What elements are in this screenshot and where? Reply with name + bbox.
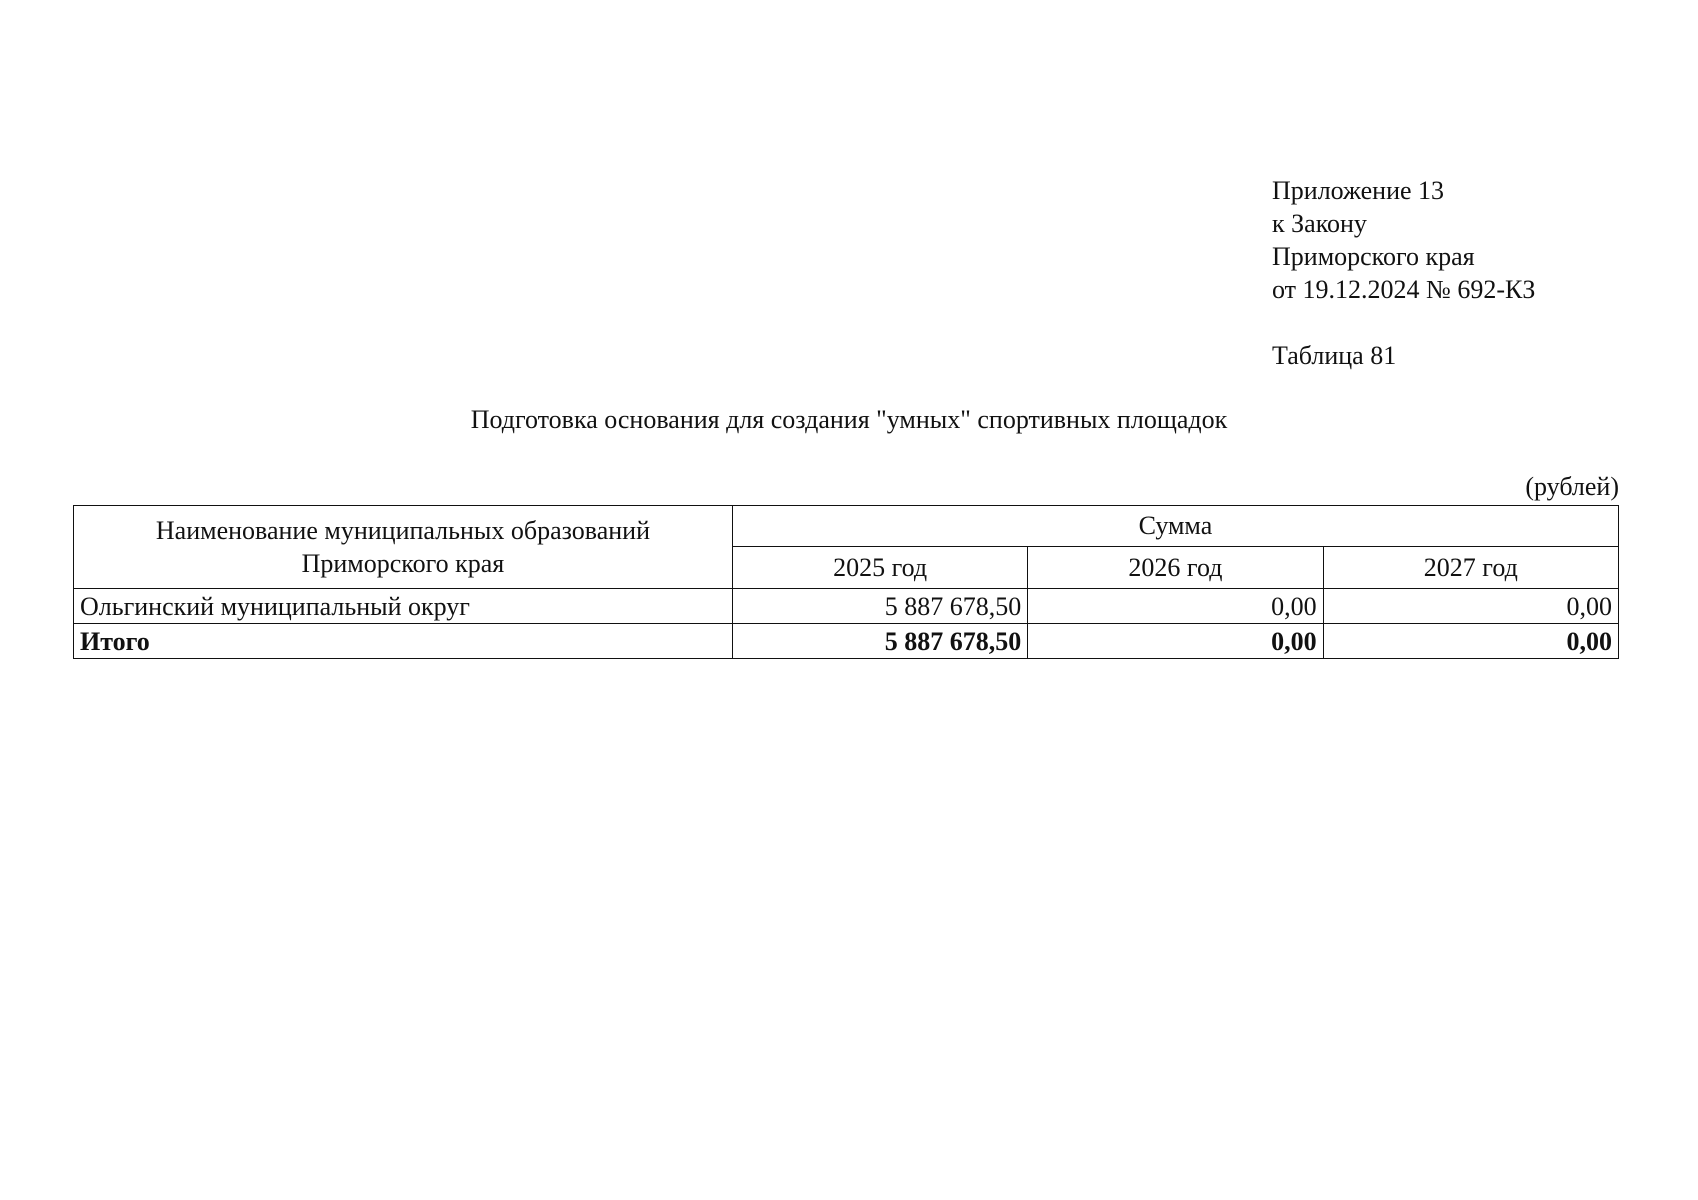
appendix-line-3: Приморского края	[1272, 242, 1475, 271]
total-value-2025: 5 887 678,50	[732, 624, 1027, 659]
row-value-2026: 0,00	[1028, 589, 1323, 624]
header-municipality	[74, 506, 733, 589]
table-row	[74, 589, 1619, 624]
header-sum: Сумма	[732, 506, 1618, 547]
header-municipality-line-2: Приморского края	[301, 549, 505, 578]
appendix-block	[1272, 174, 1535, 306]
header-municipality-line-1: Наименование муниципальных образований	[155, 516, 650, 545]
document-title	[0, 403, 1698, 436]
table-total-row	[74, 624, 1619, 659]
header-year-2027: 2027 год	[1323, 547, 1618, 589]
appendix-line-2: к Закону	[1272, 209, 1367, 238]
table-header-row	[74, 506, 1619, 547]
row-municipality-name: Ольгинский муниципальный округ	[74, 589, 733, 624]
appendix-line-1: Приложение 13	[1272, 176, 1445, 205]
table-number: Таблица 81	[1272, 341, 1397, 370]
funding-table	[73, 505, 1619, 659]
total-value-2027: 0,00	[1323, 624, 1618, 659]
total-value-2026: 0,00	[1028, 624, 1323, 659]
row-value-2025: 5 887 678,50	[732, 589, 1027, 624]
document-title-text: Подготовка основания для создания "умных" спортивных площадок	[470, 405, 1228, 434]
header-year-2026: 2026 год	[1028, 547, 1323, 589]
row-value-2027: 0,00	[1323, 589, 1618, 624]
units-label: (рублей)	[1525, 472, 1619, 501]
total-label: Итого	[74, 624, 733, 659]
header-year-2025: 2025 год	[732, 547, 1027, 589]
appendix-line-4: от 19.12.2024 № 692-КЗ	[1272, 275, 1536, 304]
